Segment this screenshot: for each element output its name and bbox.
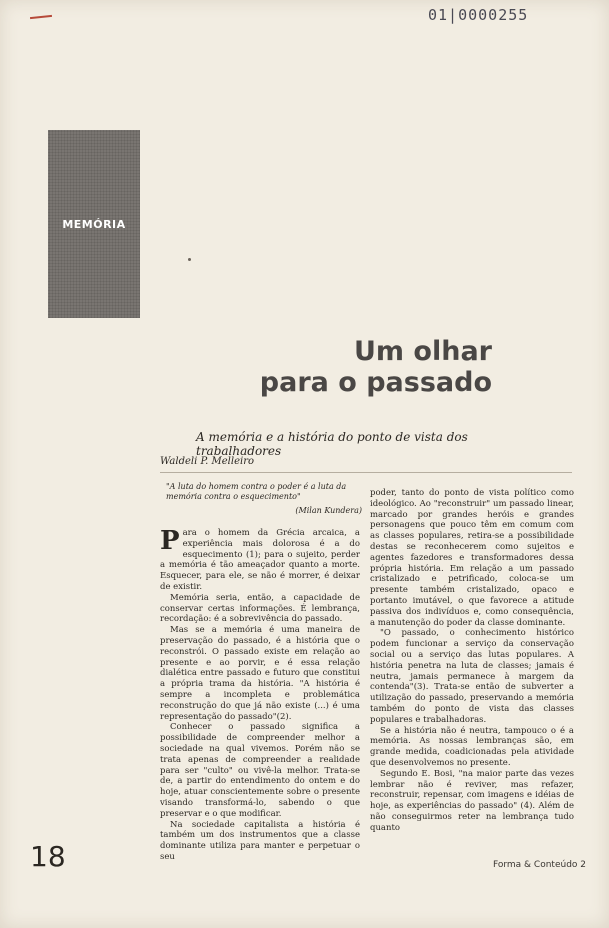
article-author: Waldeli P. Melleiro	[160, 456, 254, 467]
paragraph: Mas se a memória é uma maneira de preservação do passado, é a história que o reconstrói. O passado existe em relação ao presente e ao porvir, e é essa relação dialética entre passado e futuro que constitui a própria trama da história. "A história é sempre a incompleta e problemática reconstrução do que já não existe (...) é uma representação do passado"(2).	[160, 625, 360, 722]
pencil-mark	[30, 15, 52, 19]
section-label: MEMÓRIA	[62, 218, 126, 231]
epigraph: "A luta do homem contra o poder é a luta da memória contra o esquecimento"	[166, 482, 347, 501]
text-column-right	[370, 488, 574, 834]
paragraph: Se a história não é neutra, tampouco o é a memória. As nossas lembranças são, em grande medida, coadicionadas pela atividade que desenvolvemos no presente.	[370, 725, 574, 768]
paragraph: Segundo E. Bosi, "na maior parte das vezes lembrar não é reviver, mas refazer, reconstruir, repensar, com imagens e idéias de hoje, as experiências do passado" (4). Além de não conseguirmos reter na lembrança tudo quanto	[370, 768, 574, 833]
text-column-left	[160, 528, 360, 863]
page-number: 18	[30, 840, 66, 873]
paragraph: Memória seria, então, a capacidade de conservar certas informações. É lembrança, recordação: é a sobrevivência do passado.	[160, 592, 360, 625]
section-tab	[48, 130, 140, 318]
title-line-1: Um olhar	[353, 336, 492, 367]
drop-cap: P	[160, 526, 180, 556]
paragraph: "O passado, o conhecimento histórico podem funcionar a serviço da conservação social ou a serviço das lutas populares. A história penetra na luta de classes; jamais é neutra, jamais permanece à margem da contenda"(3). Trata-se então de subverter a utilização do passado, preservando a memória também do ponto de vista das classes populares e trabalhadoras.	[370, 628, 574, 725]
paragraph: Conhecer o passado significa a possibilidade de compreender melhor a sociedade na qual vivemos. Porém não se trata apenas de compreender a realidade para ser "culto" ou vivê-la melhor. Trata-se de, a partir do entendimento do ontem e do hoje, atuar conscientemente sobre o presente visando transformá-lo, sabendo o que preservar e o que modificar.	[160, 722, 360, 819]
publication-footer: Forma & Conteúdo 2	[493, 860, 586, 870]
paragraph: Para o homem da Grécia arcaica, a experiência mais dolorosa é a do esquecimento (1); para o sujeito, perder a memória é tão ameaçador quanto a morte. Esquecer, para ele, se não é morrer, é deixar de existir.	[160, 526, 360, 592]
title-line-2: para o passado	[259, 367, 492, 398]
paragraph: poder, tanto do ponto de vista político como ideológico. Ao "reconstruir" um passado linear, marcado por grandes heróis e grandes personagens que pouco têm em comum com as classes populares, retira-se a possibilidade destas se reconhecerem como sujeitos e agentes fazedores e transformadores dessa própria história. Em relação a um passado cristalizado e petrificado, coloca-se um presente também cristalizado, opaco e portanto imutável, o que favorece a atitude passiva dos indivíduos e, como consequência, a manutenção do poder da classe dominante.	[370, 488, 574, 628]
divider	[160, 472, 572, 473]
speck	[188, 258, 191, 261]
paragraph: Na sociedade capitalista a história é também um dos instrumentos que a classe dominante utiliza para manter e perpetuar o seu	[160, 819, 360, 862]
catalog-number: 01|0000255	[428, 6, 529, 24]
article-title	[180, 336, 492, 398]
epigraph-source: (Milan Kundera)	[295, 506, 362, 515]
article-subtitle: A memória e a história do ponto de vista dos trabalhadores	[196, 430, 468, 458]
